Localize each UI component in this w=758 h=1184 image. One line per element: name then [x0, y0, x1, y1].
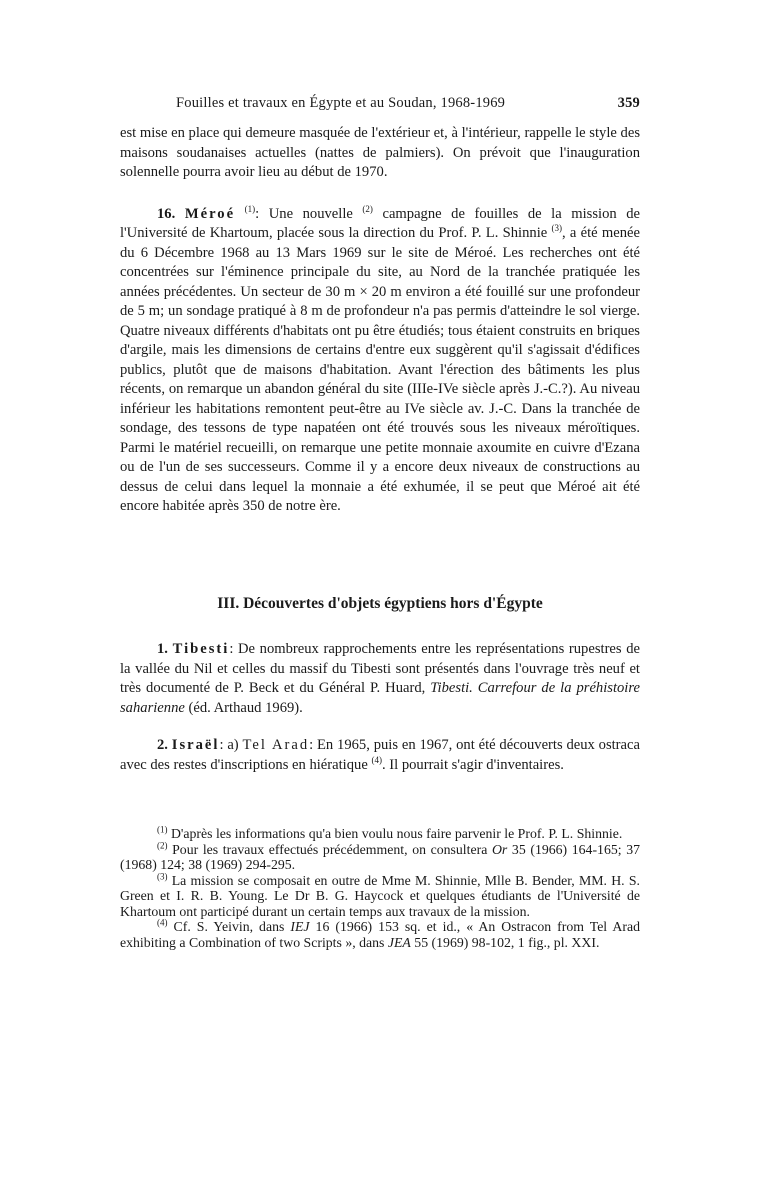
tibesti-title: Tibesti — [172, 641, 230, 657]
footnote-2 — [120, 839, 640, 873]
meroe-text-3: , a été menée du 6 Décembre 1968 au 13 Mars 1969 sur le site de Méroé. Les recherches ont été concentrées sur l'éminence principale du site, au Nord de la tranchée pratiquée les années précédentes. Un secteur de 30 m × 20 m environ a été fouillé sur une profondeur de 5 m; un sondage pratiqué à 8 m de profondeur n'a pas permis d'atteindre le sol vierge. Quatre niveaux différents d'habitats ont pu être étudiés; tous étaient construits en briques d'argile, mais les dimensions de certains d'entre eux suggèrent qu'il s'agissait d'édifices publics, plutôt que de maisons d'habitation. Avant l'érection des bâtiments les plus récents, on remarque un abandon général du site (IIIe-IVe siècle après J.-C.?). Au niveau inférieur les habitations remontent peut-être au IVe siècle av. J.-C. Dans la tranchée de sondage, des tessons de type napatéen ont été trouvés sous les niveaux méroïtiques. Parmi le matériel recueilli, on remarque une petite monnaie axoumite en cuivre d'Ezana ou de l'un de ses successeurs. Comme il y a encore deux niveaux de constructions au dessus de celui dans lequel la monnaie a été exhumée, il se peut que Méroé ait été encore habitée après 350 de notre ère. — [120, 225, 640, 514]
tibesti-after: (éd. Arthaud 1969). — [188, 699, 303, 716]
israel-place: Tel Arad — [242, 737, 310, 753]
journal-abbrev: Or — [491, 841, 508, 857]
main-text — [120, 124, 640, 517]
footnote-ref-4[interactable]: (4) — [371, 754, 382, 765]
footnote-mark: (1) — [157, 824, 168, 835]
footnote-1 — [120, 826, 640, 842]
footnote-text: Cf. S. Yeivin, dans — [167, 919, 291, 934]
section-three-text — [120, 640, 640, 775]
footnote-mark: (4) — [157, 917, 168, 928]
footnote-text: La mission se composait en outre de Mme M. Shinnie, Mlle B. Bender, MM. H. S. Green et I. R. B. Young. Le Dr B. G. Haycock et quelques étudiants de l'Université de Khartoum ont participé durant un certain temps aux travaux de la mission. — [120, 872, 640, 919]
footnote-ref-3[interactable]: (3) — [551, 223, 562, 234]
tibesti-paragraph — [120, 640, 640, 718]
footnote-text: 35 (1966) 164-165; 37 (1968) 124; 38 (1969) 294-295. — [120, 841, 640, 872]
meroe-text-2: campagne de fouilles de la mission de l'Université de Khartoum, placée sous la direction du Prof. P. L. Shinnie — [120, 205, 640, 241]
journal-abbrev: IEJ — [290, 919, 310, 934]
running-header — [176, 95, 640, 112]
israel-number: 2. — [157, 737, 168, 753]
meroe-text-1: : Une nouvelle — [255, 205, 363, 222]
tibesti-number: 1. — [157, 641, 168, 657]
footnote-text: Pour les travaux effectués précédemment, on consultera — [167, 841, 492, 857]
footnote-4 — [120, 919, 640, 950]
meroe-paragraph — [120, 205, 640, 517]
footnotes — [120, 826, 640, 950]
israel-title: Israël — [171, 737, 220, 753]
tibesti-text: : De nombreux rapprochements entre les représentations rupestres de la vallée du Nil et celles du massif du Tibesti sont présentés dans l'ouvrage très neuf et très documenté de P. Beck et du Général P. Huard, — [120, 641, 640, 696]
page-number: 359 — [617, 95, 640, 111]
footnote-3 — [120, 870, 640, 920]
journal-abbrev: JEA — [387, 934, 411, 950]
israel-sub: : a) — [219, 737, 243, 753]
footnote-text: D'après les informations qu'a bien voulu nous faire parvenir le Prof. P. L. Shinnie. — [167, 826, 623, 841]
israel-paragraph — [120, 736, 640, 775]
footnote-ref-2[interactable]: (2) — [362, 203, 373, 214]
section-heading: III. Découvertes d'objets égyptiens hors d'Égypte — [217, 595, 543, 612]
israel-text-2: . Il pourrait s'agir d'inventaires. — [381, 756, 564, 773]
footnote-text: 55 (1969) 98-102, 1 fig., pl. XXI. — [410, 934, 600, 950]
intro-paragraph: est mise en place qui demeure masquée de l'extérieur et, à l'intérieur, rappelle le style des maisons soudanaises actuelles (nattes de palmiers). On prévoit que l'inauguration solennelle pourra avoir lieu au début de 1970. — [120, 125, 640, 180]
meroe-title: Méroé — [184, 205, 236, 222]
footnote-text: 16 (1966) 153 sq. et id., « An Ostracon from Tel Arad exhibiting a Combination of two Scripts », dans — [120, 919, 640, 950]
meroe-number: 16. — [157, 205, 176, 222]
running-title: Fouilles et travaux en Égypte et au Soudan, 1968-1969 — [176, 95, 506, 111]
tibesti-book-title: Tibesti. Carrefour de la préhistoire saharienne — [120, 680, 640, 716]
footnote-mark: (2) — [157, 839, 168, 850]
footnote-mark: (3) — [157, 870, 168, 881]
footnote-ref-1[interactable]: (1) — [244, 203, 256, 214]
israel-text-1: : En 1965, puis en 1967, ont été découverts deux ostraca avec des restes d'inscriptions en hiératique — [120, 737, 640, 773]
